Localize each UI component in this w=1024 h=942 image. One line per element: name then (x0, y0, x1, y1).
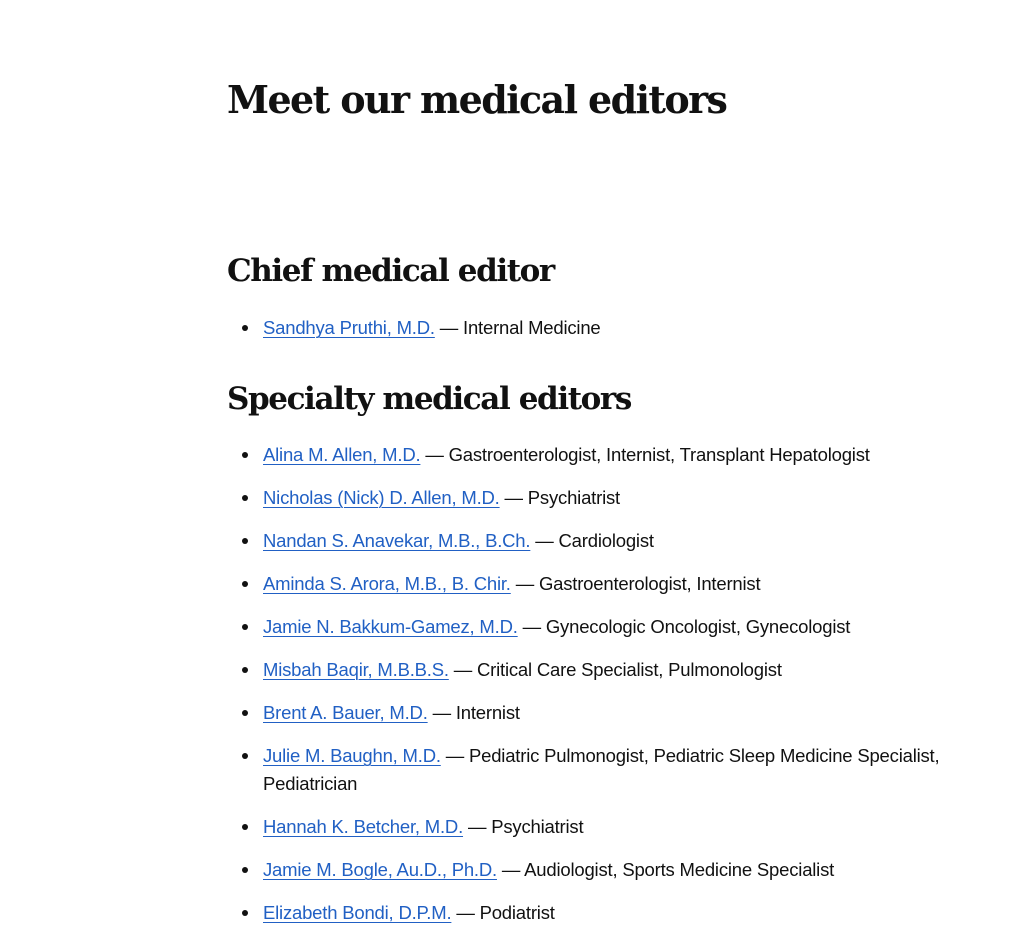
editor-specialty: — Psychiatrist (499, 487, 620, 508)
list-item (227, 742, 967, 798)
list-item (227, 813, 967, 841)
list-item (227, 441, 967, 469)
list-item (227, 484, 967, 512)
chief-editor-heading: Chief medical editor (227, 253, 554, 289)
editor-specialty: — Cardiologist (530, 530, 654, 551)
editor-specialty: — Podiatrist (451, 902, 555, 923)
editor-link[interactable]: Nandan S. Anavekar, M.B., B.Ch. (263, 530, 531, 551)
list-item (227, 613, 967, 641)
list-item (227, 527, 967, 555)
list-item (227, 570, 967, 598)
editor-link[interactable]: Aminda S. Arora, M.B., B. Chir. (263, 573, 511, 594)
editor-specialty: — Gastroenterologist, Internist, Transplant Hepatologist (420, 444, 870, 465)
editor-link[interactable]: Jamie M. Bogle, Au.D., Ph.D. (263, 859, 497, 880)
editor-specialty: — Audiologist, Sports Medicine Specialist (496, 859, 835, 880)
editor-link[interactable]: Misbah Baqir, M.B.B.S. (263, 659, 449, 680)
list-item (227, 699, 967, 727)
editor-specialty: — Critical Care Specialist, Pulmonologist (448, 659, 782, 680)
editor-link[interactable]: Hannah K. Betcher, M.D. (263, 816, 464, 837)
editor-specialty: — Pediatric Pulmonogist, Pediatric Sleep Medicine Specialist, Pediatrician (263, 745, 940, 794)
editor-link[interactable]: Elizabeth Bondi, D.P.M. (263, 902, 452, 923)
editor-link[interactable]: Brent A. Bauer, M.D. (263, 702, 428, 723)
chief-editor-list (227, 314, 967, 357)
editor-link[interactable]: Sandhya Pruthi, M.D. (263, 317, 435, 338)
list-item (227, 656, 967, 684)
list-item (227, 899, 967, 927)
specialty-editor-list (227, 441, 967, 942)
editor-specialty: — Internist (427, 702, 520, 723)
editor-link[interactable]: Jamie N. Bakkum-Gamez, M.D. (263, 616, 518, 637)
specialty-editors-heading: Specialty medical editors (227, 381, 631, 417)
editor-specialty: — Gynecologic Oncologist, Gynecologist (517, 616, 851, 637)
list-item (227, 856, 967, 884)
editor-link[interactable]: Julie M. Baughn, M.D. (263, 745, 441, 766)
page-title: Meet our medical editors (227, 77, 727, 122)
editor-link[interactable]: Alina M. Allen, M.D. (263, 444, 421, 465)
editor-specialty: — Psychiatrist (463, 816, 584, 837)
editor-link[interactable]: Nicholas (Nick) D. Allen, M.D. (263, 487, 500, 508)
editor-specialty: — Gastroenterologist, Internist (510, 573, 761, 594)
list-item (227, 314, 967, 342)
editor-specialty: — Internal Medicine (434, 317, 601, 338)
